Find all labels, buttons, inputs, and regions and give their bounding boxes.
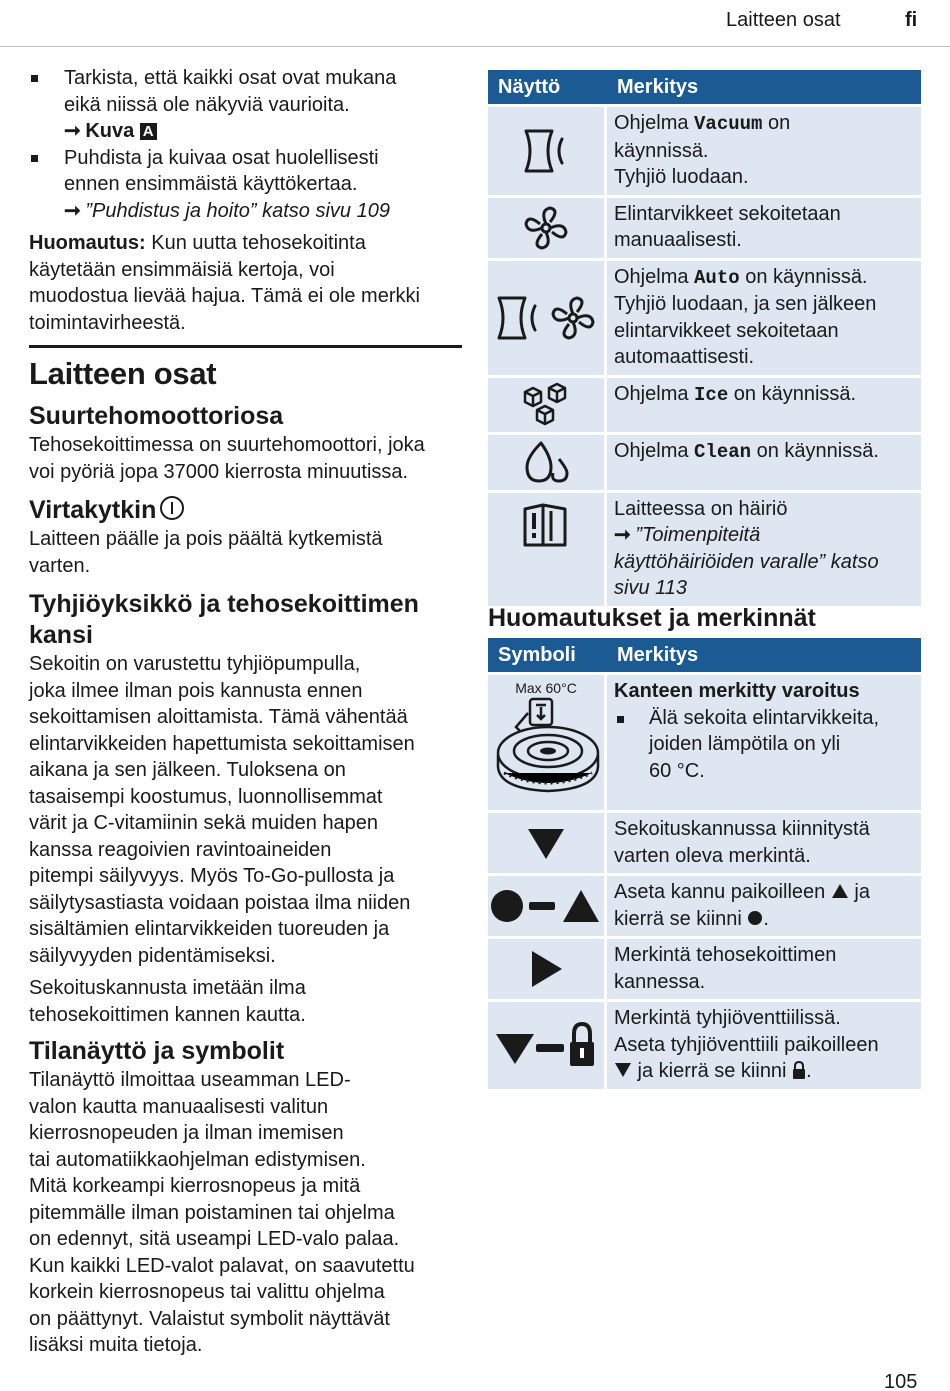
warning-bullet [614,705,915,785]
text-line: Merkintä tehosekoittimen [614,944,837,966]
arrow-icon: ➞ [614,524,630,546]
motor-section-text [29,432,462,485]
checklist-item-check-parts [29,65,462,118]
text-line: on päättynyt. Valaistut symbolit näyttävät [29,1307,390,1330]
table-row [488,810,921,873]
troubleshooting-page-reference[interactable] [614,522,915,549]
text-line: Tilanäyttö ilmoittaa useamman LED- [29,1069,351,1091]
text-line: elintarvikkeet sekoitetaan [614,319,839,342]
text-line: käytetään ensimmäisiä kertoja, voi [29,258,335,281]
text-line: Älä sekoita elintarvikkeita, [649,706,880,729]
title-line: kansi [29,621,93,649]
up-triangle-icon [831,883,849,899]
text-line: kanssa reagoivien ravintoaineiden [29,838,332,861]
symbol-meaning-table [488,638,921,1089]
text-line: säilytysastiasta voidaan poistaa ilma niiden [29,891,411,914]
table-header-meaning: Merkitys [607,70,921,104]
text: Ohjelma [614,112,695,134]
text-line: valon kautta manuaalisesti valitun [29,1095,329,1118]
vacuum-unit-section-text [29,651,462,969]
text: on käynnissä. [739,265,868,288]
text-line: säilyvyyden pidentämiseksi. [29,944,276,967]
circle-line-triangle-icon [488,873,607,936]
text-line: Kun uutta tehosekoitinta [145,232,366,254]
text-line: pitemmälle ilman poistaminen tai ohjelma [29,1201,395,1224]
text-line: Sekoituskannussa kiinnitystä [614,818,870,840]
text-line: Mitä korkeampi kierrosnopeus ja mitä [29,1175,361,1197]
header-language: fi [905,9,918,31]
figure-label: Kuva [85,120,135,142]
page-number: 105 [884,1371,918,1391]
text-line: Laitteessa on häiriö [614,497,788,520]
text: . [806,1060,812,1082]
table-cell [607,258,921,375]
table-header-display: Näyttö [488,70,607,104]
table-cell [607,195,921,258]
text-line: eikä niissä ole näkyviä vaurioita. [64,93,350,116]
table-row [488,672,921,810]
text: Ohjelma [614,382,695,405]
auto-program-icon [488,258,607,375]
text-line: aikana ja sen jälkeen. Tuloksena on [29,759,346,781]
text-line: Tehosekoittimessa on suurtehomoottori, joka [29,434,425,456]
arrow-icon: ➞ [64,120,80,142]
motor-section-title: Suurtehomoottoriosa [29,402,284,430]
power-switch-section-title [29,495,462,526]
notes-section-title: Huomautukset ja merkinnät [488,604,816,632]
status-display-section-text [29,1067,462,1359]
text-line: Merkintä tyhjiöventtiilissä. [614,1007,841,1029]
program-name: Vacuum [694,113,763,135]
program-name: Auto [694,266,740,289]
text-line: voi pyöriä jopa 37000 kierrosta minuutissa. [29,460,409,483]
table-cell [607,810,921,873]
header-rule [0,46,950,47]
text: . [763,907,769,930]
text-line: automaattisesti. [614,346,755,368]
text-line: Sekoituskannusta imetään ilma [29,977,306,999]
text-line: muodostua lievää hajua. Tämä ei ole merkki [29,285,420,307]
text-line: joiden lämpötila on yli [649,733,841,755]
header-section-title: Laitteen osat [726,9,841,31]
left-column [29,65,462,1359]
table-cell [607,936,921,999]
text-line: sisältämien elintarvikkeiden tuoreuden ja [29,918,390,940]
warning-title: Kanteen merkitty varoitus [614,680,860,702]
text: on käynnissä. [751,439,879,462]
text-line: värit ja C-vitamiinin sekä muiden hapen [29,812,379,834]
text-line: käynnissä. [614,139,709,162]
vacuum-unit-section-title [29,589,462,651]
table-cell [607,873,921,936]
text-line: Elintarvikkeet sekoitetaan [614,202,841,225]
text-line: Puhdista ja kuivaa osat huolellisesti [64,146,379,169]
text: on [762,112,791,134]
water-drops-icon [488,432,607,490]
lid-warning-symbol [488,672,607,810]
status-display-section-title: Tilanäyttö ja symbolit [29,1037,285,1065]
table-row [488,375,921,432]
table-row [488,873,921,936]
text-line: toimintavirheestä. [29,311,186,334]
text-line: ennen ensimmäistä käyttökertaa. [64,173,358,195]
program-name: Ice [694,383,729,406]
cleaning-page-reference[interactable] [29,198,462,225]
table-row [488,490,921,606]
text: ja kierrä se kiinni [632,1060,793,1082]
table-cell [607,432,921,490]
text-line: Sekoitin on varustettu tyhjiöpumpulla, [29,653,361,675]
vacuum-unit-section-text-2 [29,975,462,1028]
table-cell [607,104,921,195]
mixing-fan-icon [488,195,607,258]
error-book-icon [488,490,607,606]
text-line: tai automatiikkaohjelman edistymisen. [29,1148,366,1171]
note-label: Huomautus: [29,232,146,254]
table-cell [607,375,921,432]
down-triangle-icon [614,1062,632,1078]
lock-icon [792,1061,806,1079]
table-row [488,258,921,375]
ice-cubes-icon [488,375,607,432]
reference-text: sivu 113 [614,577,688,599]
text: Ohjelma [614,439,695,462]
text-line: tehosekoittimen kannen kautta. [29,1003,306,1026]
note-paragraph [29,230,462,336]
text-line: varten. [29,554,91,577]
power-switch-section-text [29,526,462,579]
text-line: korkein kierrosnopeus tai valittu ohjelma [29,1281,385,1303]
text-line: elintarvikkeiden hapettumista sekoittamisen [29,732,415,755]
text-line: joka ilmee ilman pois kannusta ennen [29,679,363,702]
text-line: kierrosnopeuden ja ilman imemisen [29,1122,344,1144]
text: ja [848,881,870,903]
vacuum-icon [488,104,607,195]
figure-reference[interactable] [29,118,462,145]
main-section-title: Laitteen osat [29,356,217,391]
notes-section [488,603,921,1089]
figure-letter-badge: A [140,123,157,140]
table-row [488,104,921,195]
triangle-line-lock-icon [488,999,607,1089]
checklist-item-clean-parts [29,145,462,198]
power-icon [160,496,184,520]
table-row [488,432,921,490]
table-row [488,195,921,258]
text: kierrä se kiinni [614,907,748,930]
down-triangle-icon [488,810,607,873]
text-line: Laitteen päälle ja pois päältä kytkemistä [29,528,383,550]
text-line: Tyhjiö luodaan. [614,166,749,188]
text-line: kannessa. [614,970,706,993]
text-line: lisäksi muita tietoja. [29,1334,203,1356]
display-table-wrapper [488,70,921,606]
filled-circle-icon [747,910,763,926]
text-line: Aseta tyhjiöventtiili paikoilleen [614,1033,879,1056]
table-header-meaning: Merkitys [607,638,921,672]
title-text: Virtakytkin [29,496,157,524]
table-cell [607,490,921,606]
text-line: 60 °C. [649,759,705,782]
table-row [488,999,921,1089]
text-line: sekoittamisen aloittamista. Tämä vähentää [29,706,408,728]
display-meaning-table [488,70,921,606]
text-line: Tarkista, että kaikki osat ovat mukana [64,67,397,89]
arrow-icon: ➞ [64,199,80,222]
table-header-symbol: Symboli [488,638,607,672]
table-cell [607,999,921,1089]
text: Aseta kannu paikoilleen [614,881,831,903]
reference-text: ”Puhdistus ja hoito” katso sivu 109 [85,199,390,222]
max-temperature-label: Max 60°C [515,680,577,696]
table-row [488,936,921,999]
text-line: Tyhjiö luodaan, ja sen jälkeen [614,293,877,315]
text-line: pitempi säilyvyys. Myös To-Go-pullosta ja [29,865,395,887]
table-cell [607,672,921,810]
reference-text: ”Toimenpiteitä [629,524,761,546]
right-triangle-icon [488,936,607,999]
text-line: on edennyt, sitä useampi LED-valo palaa. [29,1228,400,1250]
reference-text: käyttöhäiriöiden varalle” katso [614,550,879,573]
text-line: Kun kaikki LED-valot palavat, on saavutettu [29,1254,415,1277]
title-line: Tyhjiöyksikkö ja tehosekoittimen [29,590,419,618]
program-name: Clean [694,440,752,463]
text: Ohjelma [614,265,695,288]
text-line: varten oleva merkintä. [614,844,811,867]
text-line: manuaalisesti. [614,229,742,251]
text: on käynnissä. [728,382,857,405]
text-line: tasaisempi koostumus, luonnollisemmat [29,785,383,808]
section-rule [29,345,462,348]
blender-lid-icon [490,697,602,795]
